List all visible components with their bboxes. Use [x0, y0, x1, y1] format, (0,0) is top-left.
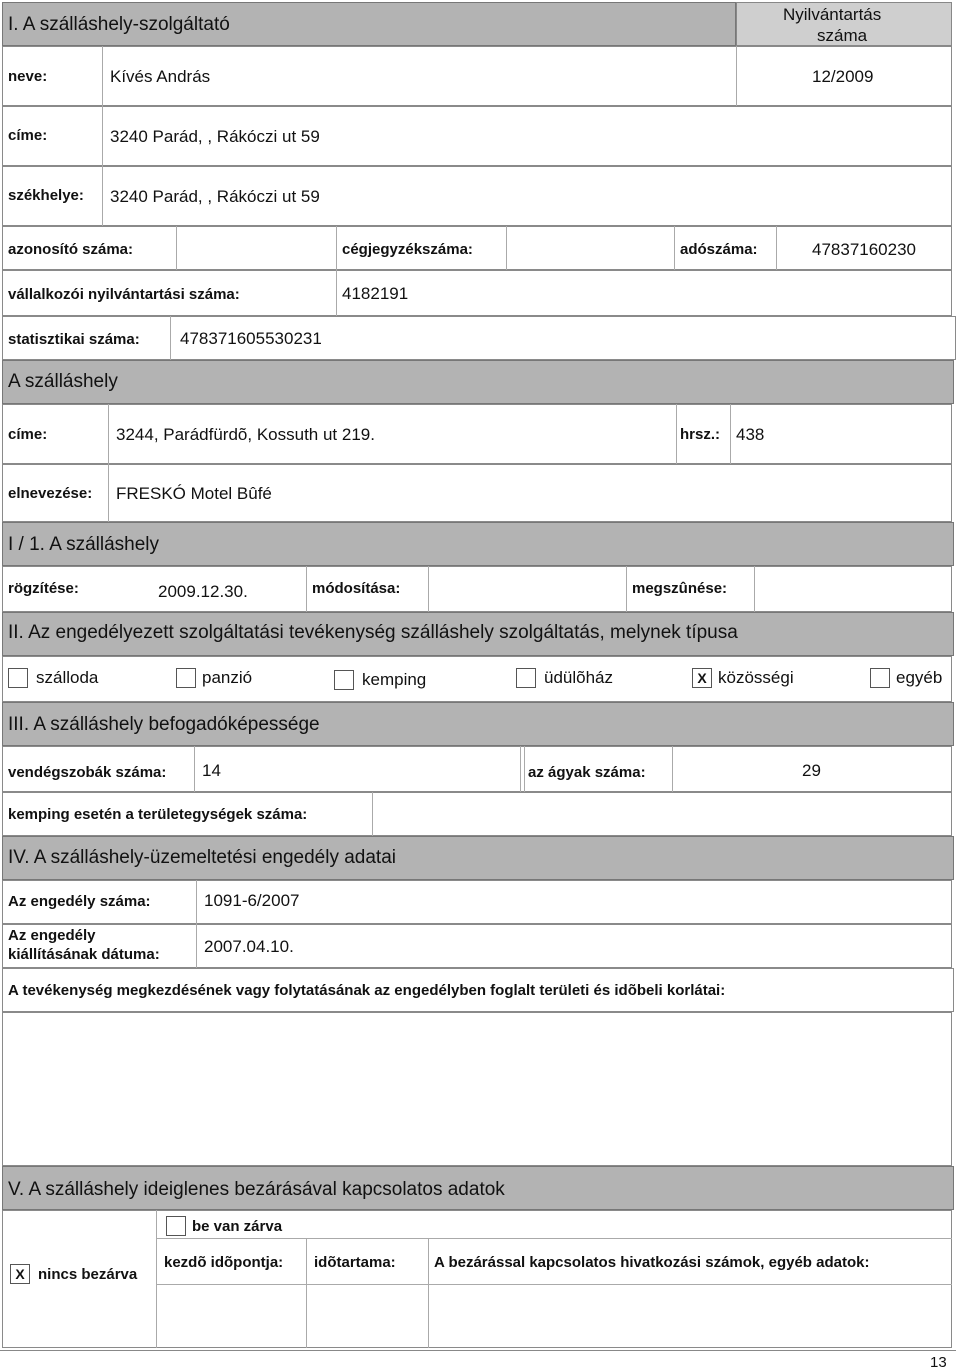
permit-no-value[interactable]: 1091-6/2007 [204, 891, 300, 910]
section1-1-header [2, 522, 954, 566]
type-guesthouse-checkbox[interactable] [176, 668, 196, 688]
accommodation-header [2, 360, 954, 404]
accommodation-title: A szálláshely [8, 371, 118, 392]
permit-no-label: Az engedély száma: [8, 893, 151, 910]
rooms-label: vendégszobák száma: [8, 764, 167, 781]
duration-label: idõtartama: [314, 1254, 396, 1271]
section1-1-title: I / 1. A szálláshely [8, 534, 160, 555]
section4-title: IV. A szálláshely-üzemeltetési engedély adatai [8, 847, 396, 868]
address-label: címe: [8, 127, 48, 144]
rooms-value[interactable]: 14 [202, 761, 221, 780]
section3-title: III. A szálláshely befogadóképessége [8, 714, 320, 735]
closed-checkbox[interactable] [166, 1216, 186, 1236]
address-value[interactable]: 3240 Parád, , Rákóczi ut 59 [110, 127, 320, 146]
registry-label-line1: Nyilvántartás [783, 5, 882, 24]
stat-label: statisztikai száma: [8, 331, 140, 348]
stat-value[interactable]: 478371605530231 [180, 329, 322, 348]
acc-name-value[interactable]: FRESKÓ Motel Bûfé [116, 484, 272, 503]
hrsz-value[interactable]: 438 [736, 425, 765, 444]
hrsz-label: hrsz.: [680, 426, 721, 443]
type-other-checkbox[interactable] [870, 668, 890, 688]
type-hotel-checkbox[interactable] [8, 668, 28, 688]
type-other-label: egyéb [896, 668, 943, 687]
not-closed-label: nincs bezárva [38, 1266, 138, 1283]
section5-title: V. A szálláshely ideiglenes bezárásával kapcsolatos adatok [8, 1179, 505, 1200]
section5-header [2, 1166, 954, 1210]
start-label: kezdõ idõpontja: [164, 1254, 284, 1271]
beds-label: az ágyak száma: [528, 764, 646, 781]
beds-value[interactable]: 29 [802, 761, 821, 780]
tax-value[interactable]: 47837160230 [812, 240, 917, 259]
name-label: neve: [8, 68, 48, 85]
type-community-checkbox[interactable]: X [692, 668, 712, 688]
stat-row [2, 316, 956, 360]
closed-label: be van zárva [192, 1218, 283, 1235]
type-holiday-house-checkbox[interactable] [516, 668, 536, 688]
section3-header [2, 702, 954, 746]
registry-label-box [736, 2, 952, 46]
issue-value[interactable]: 2007.04.10. [204, 937, 294, 956]
acc-address-value[interactable]: 3244, Parádfürdõ, Kossuth ut 219. [116, 425, 375, 444]
limits-label: A tevékenység megkezdésének vagy folytatásának az engedélyben foglalt területi és idõbeli korlátai: [8, 982, 726, 999]
type-community-label: közösségi [718, 668, 794, 687]
issue-label-line1: Az engedély [8, 927, 96, 944]
modified-label: módosítása: [312, 580, 401, 597]
type-guesthouse-label: panzió [202, 668, 253, 687]
section1-header [2, 2, 736, 46]
section4-header [2, 836, 954, 880]
entrepreneur-value[interactable]: 4182191 [342, 284, 409, 303]
section2-title: II. Az engedélyezett szolgáltatási tevékenység szálláshely szolgáltatás, melynek típusa [8, 622, 738, 643]
type-holiday-house-label: üdülõház [544, 668, 614, 687]
seat-value[interactable]: 3240 Parád, , Rákóczi ut 59 [110, 187, 320, 206]
issue-label-line2: kiállításának dátuma: [8, 946, 160, 963]
registry-value[interactable]: 12/2009 [812, 67, 874, 86]
page-number: 13 [930, 1354, 947, 1371]
record-row [2, 566, 952, 612]
registry-label-line2: száma [817, 26, 868, 45]
type-camping-checkbox[interactable] [334, 670, 354, 690]
recorded-value[interactable]: 2009.12.30. [158, 582, 248, 601]
acc-name-label: elnevezése: [8, 485, 93, 502]
type-camping-label: kemping [362, 670, 427, 689]
types-row [2, 656, 952, 702]
type-hotel-label: szálloda [36, 668, 99, 687]
name-value[interactable]: Kívés András [110, 67, 211, 86]
limits-text-area[interactable] [2, 1012, 952, 1166]
entrepreneur-label: vállalkozói nyilvántartási száma: [8, 286, 240, 303]
not-closed-checkbox[interactable]: X [10, 1264, 30, 1284]
acc-address-label: címe: [8, 426, 48, 443]
id-label: azonosító száma: [8, 241, 134, 258]
closure-block [2, 1210, 952, 1348]
terminated-label: megszûnése: [632, 580, 728, 597]
company-reg-label: cégjegyzékszáma: [342, 241, 473, 258]
id-row [2, 226, 952, 270]
recorded-label: rögzítése: [8, 580, 79, 597]
section1-title: I. A szálláshely-szolgáltató [8, 14, 230, 35]
camping-units-label: kemping esetén a területegységek száma: [8, 806, 308, 823]
section2-header [2, 612, 954, 656]
tax-label: adószáma: [680, 241, 758, 258]
refs-label: A bezárással kapcsolatos hivatkozási számok, egyéb adatok: [434, 1254, 870, 1271]
seat-label: székhelye: [8, 187, 84, 204]
